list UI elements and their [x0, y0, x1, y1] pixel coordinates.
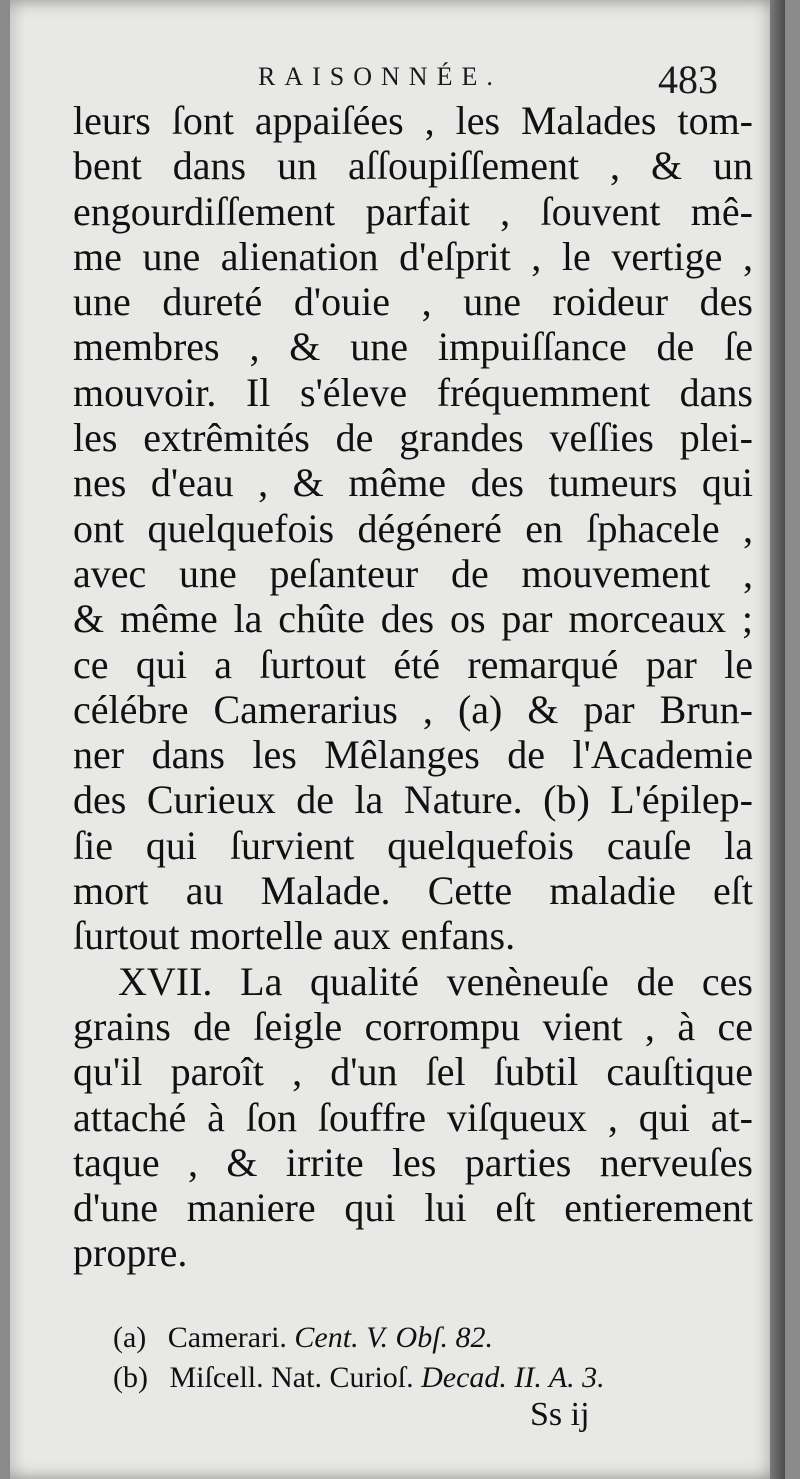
- footnote-b: [113, 1358, 605, 1398]
- footnote-reference: Cent. V. Obſ. 82.: [294, 1321, 494, 1354]
- text-line: célébre Camerarius , (a) & par Brun-: [73, 686, 753, 732]
- text-line: propre.: [73, 1230, 188, 1276]
- body-text: [73, 98, 753, 1276]
- text-line: ner dans les Mêlanges de l'Academie: [73, 732, 753, 778]
- text-line: nes d'eau , & même des tumeurs qui: [73, 460, 753, 506]
- text-line: leurs ſont appaiſées , les Malades tom-: [73, 98, 753, 143]
- text-line: attaché à ſon ſouffre viſqueux , qui at-: [73, 1094, 753, 1140]
- text-line: grains de ſeigle corrompu vient , à ce: [73, 1003, 753, 1049]
- text-line: taque , & irrite les parties nerveuſes: [73, 1139, 753, 1185]
- footnote-marker: (b): [113, 1361, 148, 1394]
- text-line: ſurtout mortelle aux enfans.: [73, 913, 516, 959]
- text-line: les extrêmités de grandes veſſies plei-: [73, 415, 753, 461]
- section-start-line: XVII. La qualité venèneuſe de ces: [118, 958, 753, 1004]
- signature-mark: Ss ij: [530, 1396, 590, 1433]
- text-line: mort au Malade. Cette maladie eſt: [73, 868, 753, 914]
- footnote-author: Miſcell. Nat. Curioſ.: [169, 1361, 414, 1394]
- book-page: [10, 0, 785, 1479]
- text-line: mouvoir. Il s'éleve fréquemment dans: [73, 369, 753, 415]
- text-line: bent dans un aſſoupiſſement , & un: [73, 143, 753, 189]
- text-line: ont quelquefois dégéneré en ſphacele ,: [73, 505, 753, 551]
- text-line: d'une maniere qui lui eſt entierement: [73, 1185, 753, 1231]
- footnote-author: Camerari.: [167, 1321, 287, 1354]
- text-line: ce qui a ſurtout été remarqué par le: [73, 641, 753, 687]
- footnotes: [113, 1318, 605, 1398]
- text-line: ſie qui ſurvient quelquefois cauſe la: [73, 822, 753, 868]
- text-line: membres , & une impuiſſance de ſe: [73, 324, 753, 370]
- text-line: engourdiſſement parfait , ſouvent mê-: [73, 188, 753, 234]
- text-line: me une alienation d'eſprit , le vertige ,: [73, 233, 753, 279]
- page-edge-shadow: [770, 0, 785, 1479]
- text-line: avec une peſanteur de mouvement ,: [73, 550, 753, 596]
- footnote-reference: Decad. II. A. 3.: [421, 1361, 605, 1394]
- text-line: une dureté d'ouie , une roideur des: [73, 279, 753, 325]
- page-number: 483: [658, 57, 718, 102]
- text-line: & même la chûte des os par morceaux ;: [73, 596, 753, 642]
- text-line: des Curieux de la Nature. (b) L'épilep-: [73, 777, 753, 823]
- footnote-marker: (a): [113, 1321, 147, 1354]
- footnote-a: [113, 1318, 605, 1358]
- running-head: RAISONNÉE.: [258, 62, 502, 91]
- text-line: qu'il paroît , d'un ſel ſubtil cauſtique: [73, 1049, 753, 1095]
